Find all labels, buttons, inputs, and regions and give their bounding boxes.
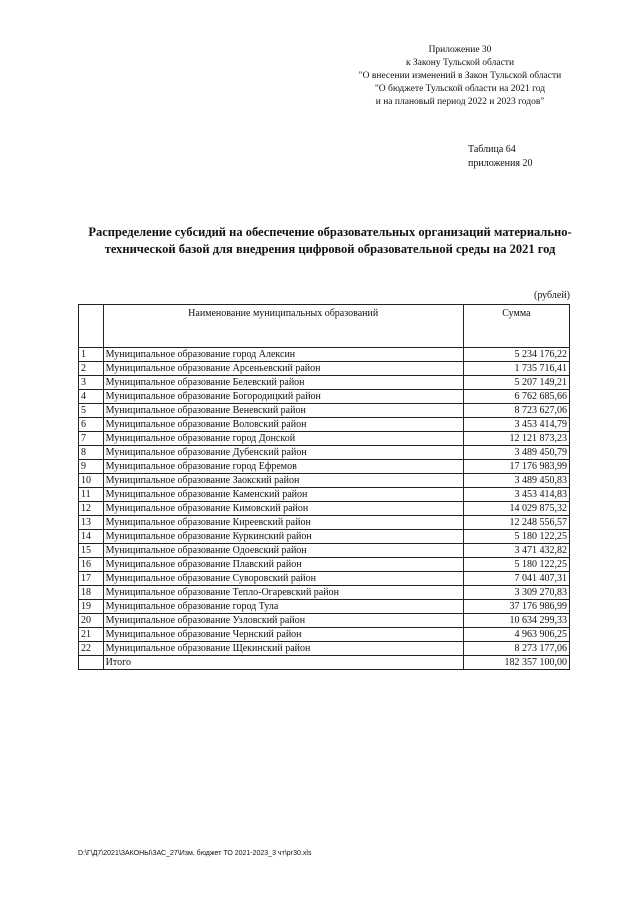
row-sum: 5 207 149,21 [463, 376, 569, 390]
row-name: Муниципальное образование Кимовский район [103, 502, 463, 516]
row-name: Муниципальное образование Воловский район [103, 418, 463, 432]
row-sum: 10 634 299,33 [463, 614, 569, 628]
total-row [79, 656, 570, 670]
file-path-footer: D:\Г\Д7\2021\ЗАКОНЫ\ЗАС_27\Изм. бюджет ТО 2021-2023_3 чт\рг30.xls [78, 850, 312, 857]
table-row [79, 628, 570, 642]
table-row [79, 600, 570, 614]
row-name: Муниципальное образование Чернский район [103, 628, 463, 642]
table-row [79, 348, 570, 362]
subsidy-table [78, 304, 570, 670]
row-number: 7 [79, 432, 104, 446]
row-name: Муниципальное образование Дубенский район [103, 446, 463, 460]
row-number: 19 [79, 600, 104, 614]
row-number: 15 [79, 544, 104, 558]
row-number: 6 [79, 418, 104, 432]
row-number: 17 [79, 572, 104, 586]
table-body [79, 348, 570, 670]
row-name: Муниципальное образование Веневский район [103, 404, 463, 418]
table-row [79, 418, 570, 432]
table-reference [468, 143, 532, 171]
row-sum: 5 234 176,22 [463, 348, 569, 362]
title-line: технической базой для внедрения цифровой образовательной среды на 2021 год [104, 242, 556, 256]
total-number [79, 656, 104, 670]
row-sum: 8 723 627,06 [463, 404, 569, 418]
table-row [79, 614, 570, 628]
table-row [79, 404, 570, 418]
header-line: к Закону Тульской области [405, 58, 515, 68]
row-sum: 3 453 414,79 [463, 418, 569, 432]
header-line: "О внесении изменений в Закон Тульской области [358, 71, 562, 81]
row-name: Муниципальное образование Куркинский район [103, 530, 463, 544]
row-name: Муниципальное образование Богородицкий район [103, 390, 463, 404]
row-name: Муниципальное образование город Ефремов [103, 460, 463, 474]
row-number: 22 [79, 642, 104, 656]
table-row [79, 502, 570, 516]
header-line: "О бюджете Тульской области на 2021 год [374, 84, 546, 94]
row-number: 13 [79, 516, 104, 530]
row-number: 5 [79, 404, 104, 418]
row-name: Муниципальное образование город Алексин [103, 348, 463, 362]
row-number: 20 [79, 614, 104, 628]
row-sum: 4 963 906,25 [463, 628, 569, 642]
row-number: 4 [79, 390, 104, 404]
row-name: Муниципальное образование Плавский район [103, 558, 463, 572]
row-number: 9 [79, 460, 104, 474]
row-name: Муниципальное образование Щекинский район [103, 642, 463, 656]
table-row [79, 530, 570, 544]
row-sum: 3 489 450,83 [463, 474, 569, 488]
row-number: 14 [79, 530, 104, 544]
table-header-row [79, 305, 570, 348]
row-sum: 5 180 122,25 [463, 530, 569, 544]
row-sum: 8 273 177,06 [463, 642, 569, 656]
row-sum: 3 471 432,82 [463, 544, 569, 558]
row-name: Муниципальное образование Каменский район [103, 488, 463, 502]
header-line: и на плановый период 2022 и 2023 годов" [375, 97, 545, 107]
table-ref-line: приложения 20 [468, 158, 533, 169]
row-number: 16 [79, 558, 104, 572]
row-name: Муниципальное образование Заокский район [103, 474, 463, 488]
row-sum: 37 176 986,99 [463, 600, 569, 614]
row-name: Муниципальное образование город Донской [103, 432, 463, 446]
row-sum: 12 248 556,57 [463, 516, 569, 530]
row-sum: 7 041 407,31 [463, 572, 569, 586]
header-sum-cell: Сумма [463, 305, 569, 348]
total-sum: 182 357 100,00 [463, 656, 569, 670]
table-row [79, 488, 570, 502]
row-sum: 12 121 873,23 [463, 432, 569, 446]
document-title [70, 224, 590, 258]
row-name: Муниципальное образование Арсеньевский район [103, 362, 463, 376]
table-row [79, 362, 570, 376]
table-row [79, 586, 570, 600]
units-label: (рублей) [533, 290, 570, 301]
table-row [79, 446, 570, 460]
row-sum: 5 180 122,25 [463, 558, 569, 572]
row-number: 18 [79, 586, 104, 600]
row-name: Муниципальное образование Киреевский район [103, 516, 463, 530]
table-row [79, 474, 570, 488]
table-row [79, 572, 570, 586]
header-name-cell: Наименование муниципальных образований [103, 305, 463, 348]
row-number: 21 [79, 628, 104, 642]
header-number-cell [79, 305, 104, 348]
row-number: 11 [79, 488, 104, 502]
table-row [79, 544, 570, 558]
row-name: Муниципальное образование город Тула [103, 600, 463, 614]
table-row [79, 516, 570, 530]
row-number: 1 [79, 348, 104, 362]
row-name: Муниципальное образование Белевский район [103, 376, 463, 390]
row-name: Муниципальное образование Тепло-Огаревский район [103, 586, 463, 600]
total-label: Итого [103, 656, 463, 670]
row-sum: 3 453 414,83 [463, 488, 569, 502]
row-sum: 6 762 685,66 [463, 390, 569, 404]
row-name: Муниципальное образование Суворовский район [103, 572, 463, 586]
row-name: Муниципальное образование Одоевский район [103, 544, 463, 558]
row-number: 12 [79, 502, 104, 516]
title-line: Распределение субсидий на обеспечение образовательных организаций материально- [88, 225, 572, 239]
table-row [79, 432, 570, 446]
table-row [79, 376, 570, 390]
row-sum: 1 735 716,41 [463, 362, 569, 376]
row-sum: 17 176 983,99 [463, 460, 569, 474]
table-row [79, 558, 570, 572]
appendix-header [340, 44, 580, 109]
row-name: Муниципальное образование Узловский район [103, 614, 463, 628]
table-row [79, 642, 570, 656]
row-sum: 3 309 270,83 [463, 586, 569, 600]
row-sum: 3 489 450,79 [463, 446, 569, 460]
row-number: 8 [79, 446, 104, 460]
row-number: 10 [79, 474, 104, 488]
table-ref-line: Таблица 64 [468, 144, 516, 155]
table-row [79, 460, 570, 474]
header-line: Приложение 30 [428, 45, 492, 55]
table-row [79, 390, 570, 404]
row-sum: 14 029 875,32 [463, 502, 569, 516]
row-number: 2 [79, 362, 104, 376]
row-number: 3 [79, 376, 104, 390]
